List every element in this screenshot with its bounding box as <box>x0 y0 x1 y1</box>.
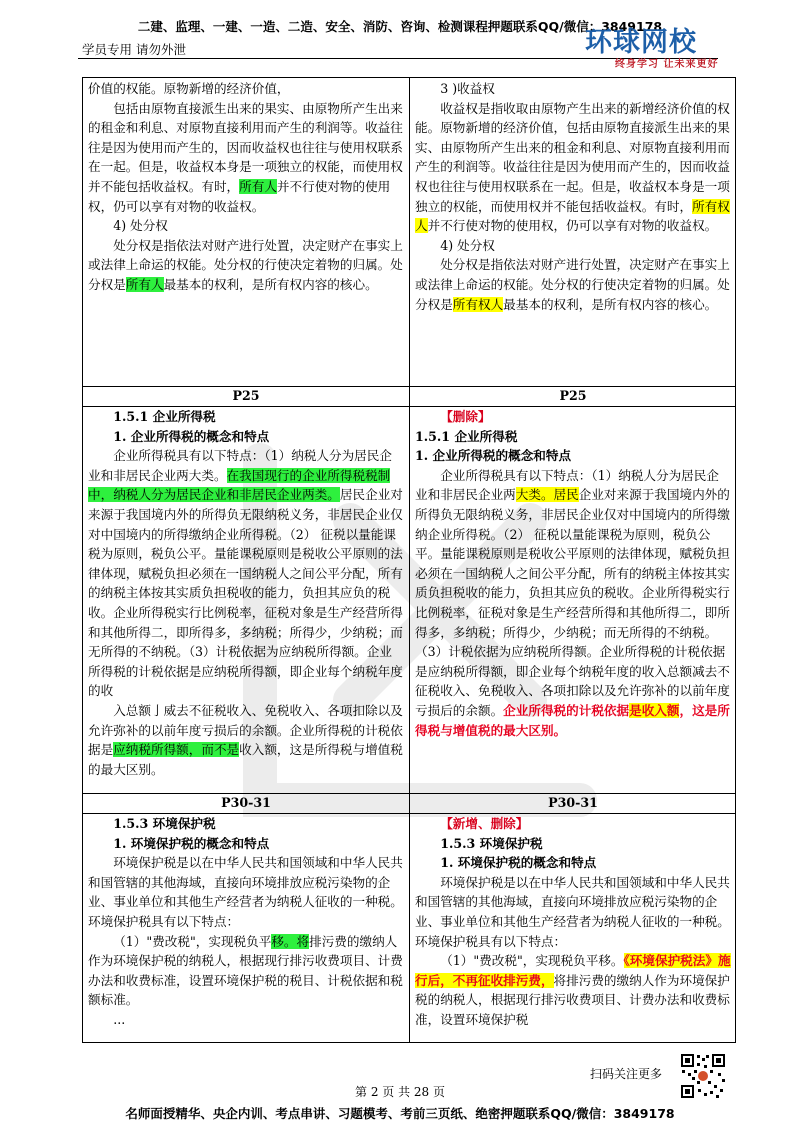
page-number: 第 2 页 共 28 页 <box>355 1085 445 1099</box>
text-span: 企业所得税具有以下特点：（1）纳税人分为居民企业和非居民企业两 <box>415 467 719 503</box>
row2-left-cell <box>83 407 409 793</box>
text-span: 处分权是指依法对财产进行处置，决定财产在事实上或法律上命运的权能。处分权的行使决定着物的归属。处分权是 <box>415 257 730 312</box>
text-span: 企业所得税具有以下特点：（1）纳税人分为居民企业和非居民企业两大类。 <box>88 448 392 483</box>
paragraph <box>88 446 404 701</box>
highlight-green: 在我国现行的企业所得税税制中，纳税人分为居民企业和非居民企业两类。 <box>88 467 391 503</box>
text-span: （1）"费改税"，实现税负平移。 <box>440 953 624 969</box>
row2-right-cell <box>410 407 736 793</box>
text-span: 将排污费的缴纳人作为环境保护税的纳税人，根据现行排污收费项目、计费办法和收费标准，设置环境保护税 <box>415 972 730 1027</box>
highlight-green: 应纳税所得额，而不是 <box>113 742 240 758</box>
text-span: 最基本的权利，是所有权内容的核心。 <box>163 276 378 292</box>
scan-prompt: 扫码关注更多 <box>590 1067 663 1081</box>
text-span: 包括由原物直接派生出来的果实、由原物所产生出来的租金和利息、对原物直接利用而产生的利润等。收益往往是因为使用而产生的，因而收益权也往往与使用权联系在一起。但是，收益权本身是一项独立的权能，而使用权并不能包括收益权。有时， <box>88 100 403 194</box>
text-span: 并不行使对物的使用权，仍可以享有对物的收益权。 <box>88 178 391 214</box>
text-span: 最基本的权利，是所有权内容的核心。 <box>503 296 718 312</box>
text-span: （1）"费改税"，实现税负平 <box>113 933 272 949</box>
text-line: 价值的权能。原物新增的经济价值， <box>88 81 290 96</box>
change-tag: 【新增、删除】 <box>440 816 529 831</box>
highlight-yellow: 居民 <box>553 487 579 503</box>
paragraph <box>415 255 731 314</box>
paragraph <box>88 701 404 779</box>
comparison-table <box>82 77 736 1043</box>
footer-contact-line: 名师面授精华、央企内训、考点串讲、习题模考、考前三页纸、绝密押题联系QQ/微信：3849178 <box>125 1106 675 1121</box>
text-span: 收益权是指收取由原物产生出来的新增经济价值的权能。原物新增的经济价值，包括由原物直接派生出来的果实、由原物所产生出来的租金和利息、对原物直接利用而产生的利润等。收益往往是因为使用而产生的，因而收益权也往往与使用权联系在一起。但是，收益权本身是一项独立的权能，而使用权并不能包括收益权。有时， <box>415 100 730 214</box>
section-heading: 1.5.1 企业所得税 <box>113 409 216 424</box>
highlight-green: 移。将 <box>271 933 310 949</box>
section-heading: 1.5.3 环境保护税 <box>440 835 543 851</box>
highlight-yellow: 所有权人 <box>452 296 504 312</box>
text-span: 入总额亅威去不征税收入、免税收入、各项扣除以及允许弥补的以前年度亏损后的余额。企业所得税的计税依据是 <box>88 702 403 758</box>
page-ref-right: P25 <box>559 388 587 403</box>
paragraph <box>88 236 404 295</box>
highlight-red-yellow: 是收入额 <box>629 702 680 718</box>
highlight-yellow: 所有权人 <box>415 198 730 234</box>
highlight-red-yellow: 《环境保护税法》施行后，不再征收排污费， <box>415 953 731 988</box>
subheading: 4) 处分权 <box>113 218 168 234</box>
subheading: 3 )收益权 <box>440 81 495 96</box>
section-heading: 1.5.1 企业所得税 <box>415 428 518 444</box>
logo-main-text: 环球网校 <box>585 27 697 58</box>
row1-left-cell <box>83 79 409 385</box>
row3-right-cell <box>410 814 736 1043</box>
text-span: 处分权是指依法对财产进行处置，决定财产在事实上或法律上命运的权能。处分权的行使决定着物的归属。处分权是 <box>88 237 403 292</box>
logo-slogan: 终身学习 让未来更好 <box>615 59 719 70</box>
paragraph: 环境保护税是以在中华人民共和国领域和中华人民共和国管辖的其他海域，直接向环境排放应税污染物的企业、事业单位和其他生产经营者为纳税人征收的一种税。环境保护税具有以下特点： <box>415 874 730 949</box>
page-ref-right: P30-31 <box>548 795 598 810</box>
text-span: 排污费的缴纳人作为环境保护税的纳税人，根据现行排污收费项目、计费办法和收费标准，设置环境保护税的税目、计税依据和税额标准。 <box>88 933 403 1008</box>
header-contact-line: 二建、监理、一建、一造、二造、安全、消防、咨询、检测课程押题联系QQ/微信：3849178 <box>137 19 663 34</box>
paragraph: 环境保护税是以在中华人民共和国领域和中华人民共和国管辖的其他海域，直接向环境排放应税污染物的企业、事业单位和其他生产经营者为纳税人征收的一种税。环境保护税具有以下特点： <box>88 855 403 929</box>
red-text: ，这是所得税与增值税的最大区别。 <box>415 702 730 738</box>
ellipsis: ... <box>113 1011 126 1027</box>
highlight-green: 所有人 <box>125 276 164 292</box>
change-tag: 【删除】 <box>440 409 491 424</box>
page-ref-left: P30-31 <box>221 795 271 810</box>
row1-right-cell <box>410 79 736 385</box>
text-span: 收入额，这是所得税与增值税的最大区别。 <box>88 742 403 777</box>
highlight-green: 所有人 <box>239 178 277 194</box>
section-heading: 1.5.3 环境保护税 <box>113 816 216 831</box>
paragraph <box>88 932 404 1010</box>
row3-left-cell <box>83 814 409 1043</box>
section-subheading: 1. 企业所得税的概念和特点 <box>113 428 270 444</box>
text-span: 企业对来源于我国境内外的所得负无限纳税义务，非居民企业仅对中国境内的所得缴纳企业所得税。（2） 征税以量能课税为原则，税负公平。量能课税原则是税收公平原则的法律体现，赋税负担必须在一国纳税人之间公平分配，所有的纳税主体按其实质负担税收的能力，负担其应负的税收。企业所得税实行比例税率，征税对象是生产经营所得和其他所得二，即所得多，多纳税；所得少，少纳税；而无所得的不纳税。（3）计税依据为应纳税所得额。企业所得税的计税依据是应纳税所得额，即企业每个纳税年度的收入总额减去不征税收入、免税收入、各项扣除以及允许弥补的以前年度亏损后的余额。 <box>415 487 730 718</box>
highlight-yellow: 大类。 <box>515 487 554 503</box>
paragraph <box>415 99 731 236</box>
section-subheading: 1. 企业所得税的概念和特点 <box>415 448 572 464</box>
section-subheading: 1. 环境保护税的概念和特点 <box>113 835 270 851</box>
paragraph <box>88 99 404 217</box>
red-text: 企业所得税的计税依据 <box>503 702 630 718</box>
header-notice: 学员专用 请勿外泄 <box>82 42 186 57</box>
text-span: 居民企业对来源于我国境内外的所得负无限纳税义务，非居民企业仅对中国境内的所得缴纳企业所得税。（2） 征税以量能课税为原则，税负公平。量能课税原则是税收公平原则的法律体现，赋税负担必须在一国纳税人之间公平分配，所有的纳税主体按其实质负担税收的能力，负担其应负的税收。企业所得税实行比例税率，征税对象是生产经营所得和其他所得二，即所得多，多纳税；所得少，少纳税；而无所得的不纳税。（3）计税依据为应纳税所得额。企业所得税的计税依据是应纳税所得额，即企业每个纳税年度的收 <box>88 487 403 699</box>
logo <box>585 28 735 82</box>
page-ref-left: P25 <box>232 388 260 403</box>
text-span: 并不行使对物的使用权，仍可以享有对物的收益权。 <box>427 218 718 234</box>
paragraph <box>415 466 731 740</box>
subheading: 4) 处分权 <box>440 237 495 253</box>
paragraph <box>415 951 731 1029</box>
section-subheading: 1. 环境保护税的概念和特点 <box>440 855 597 871</box>
